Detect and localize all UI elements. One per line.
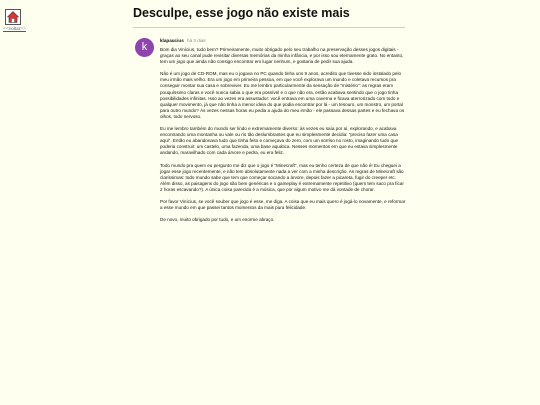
comment-paragraph: Todo mundo pra quem eu pergunto me diz que o jogo é "Minecraft", mas eu tenho certeza de que não é! Eu cheguei a jogar esse jogo recentemente, e não tem absolutamente nada a ver com a minha descrição. As regras de Minecraft são claríssimas: todo mundo sabe que tem que começar socando a árvore, depois fazer a picareta, fugir do creeper etc. Além disso, as paisagens do jogo são bem genéricas e o gameplay é extremamente repetitivo (quem tem saco pra ficar 2 horas escavando?). A única coisa parecida é a música, que por algum motivo me dá vontade de chorar. [160, 162, 404, 192]
home-icon [6, 10, 20, 24]
page-title: Desculpe, esse jogo não existe mais [133, 6, 350, 20]
comment-body [160, 47, 406, 229]
comment-paragraph: De novo, muito obrigado por tudo, e um enorme abraço. [160, 217, 275, 223]
title-divider [133, 27, 405, 28]
comment-meta [160, 38, 206, 43]
back-link[interactable]: <<voltar>> [3, 27, 26, 32]
comment-timestamp: há 3 dias [187, 38, 206, 43]
comment-paragraph: Não é um jogo de CD-ROM, mas eu o jogava no PC quando tinha uns 9 anos, acredito que tivesse sido instalado pelo meu irmão mais velho. Era um jogo em primeira pessoa, em que você explorava um mundo e coletava recursos pra conseguir montar sua casa e sobreviver. Eu me lembro particularmente da sensação de "mistério": as regras eram pouquíssimo claras e você nunca sabia o que era possível e o que não era, então acabava sentindo que o jogo tinha possibilidades infinitas. Isso ao vezes era assustador: você entrava em uma caverna e ficava aterrorizado com todo e qualquer movimento, já que não tinha a menor ideia do que podia encontrar por lá - um tesouro, um monstro, um portal para outro mundo? Às vezes nessas horas eu pedia a ajuda do meu irmão - ele passava dessas partes e eu fechava os olhos, todo nervoso. [160, 71, 405, 119]
comment-paragraph: Eu me lembro também do mundo ser lindo e extremamente diverso: às vezes eu saía por aí, explorando, e acabava encontrando uma montanha ou vale ou rio tão deslumbrantes que eu simplesmente decidia: "preciso fazer uma casa aqui". Então eu abandonava tudo que tinha feito e começava do zero, com um sorriso no rosto, imaginando tudo que poderia construir: um castelo, uma fazenda, uma base aquática. Nesses momentos em que eu estava simplesmente andando, maravilhado com cada árvore e pedra, eu era feliz. [160, 126, 399, 156]
home-button[interactable] [5, 9, 21, 25]
avatar: k [135, 38, 154, 57]
comment-paragraph: Por favor Vinícius, se você souber que jogo é esse, me diga. A coisa que eu mais quero é jogá-lo novamente, e reformar a esse mundo em que passei tantos momentos da mais pura felicidade. [160, 198, 406, 211]
comment-username[interactable]: klapaucius [160, 38, 184, 43]
comment-paragraph: Bom dia Vinícius, tudo bem? Primeiramente, muito obrigado pelo seu trabalho na preservação desses jogos digitais - graças ao seu canal pude revisitar diversas memórias da minha infância, e por isso sou eternamente grato. No entanto, tem um jogo que ainda não consigo encontrar em lugar nenhum, e gostaria de pedir sua ajuda. [160, 47, 404, 65]
